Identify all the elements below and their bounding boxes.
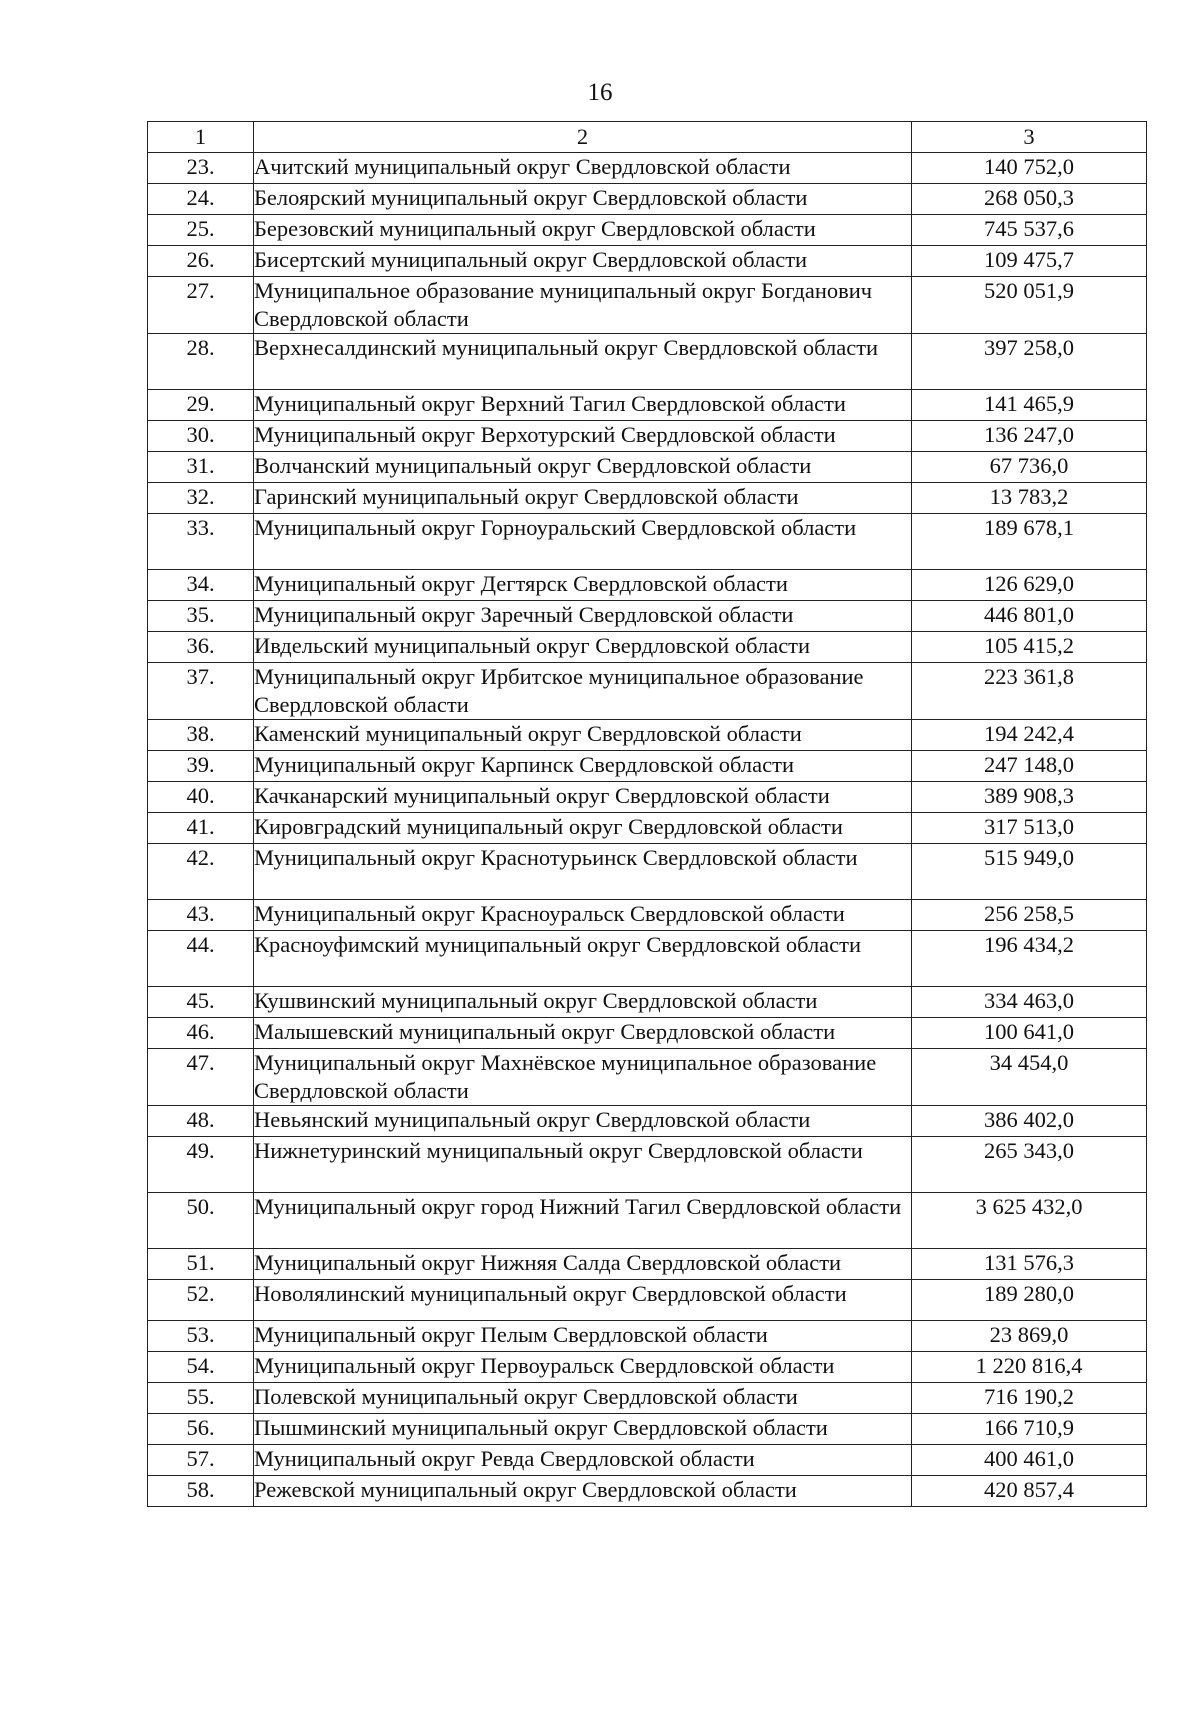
table-row bbox=[148, 452, 1147, 483]
municipality-name: Красноуфимский муниципальный округ Свердловской области bbox=[254, 931, 912, 987]
municipality-name: Муниципальный округ Верхний Тагил Свердловской области bbox=[254, 390, 912, 421]
table-row bbox=[148, 751, 1147, 782]
allocation-value: 189 678,1 bbox=[912, 514, 1147, 570]
table-row bbox=[148, 1193, 1147, 1249]
municipality-name: Муниципальный округ город Нижний Тагил Свердловской области bbox=[254, 1193, 912, 1249]
municipality-name: Березовский муниципальный округ Свердловской области bbox=[254, 215, 912, 246]
row-number: 55. bbox=[148, 1383, 254, 1414]
municipality-name: Белоярский муниципальный округ Свердловской области bbox=[254, 184, 912, 215]
allocation-value: 100 641,0 bbox=[912, 1018, 1147, 1049]
table-row bbox=[148, 813, 1147, 844]
table-row bbox=[148, 390, 1147, 421]
allocation-value: 109 475,7 bbox=[912, 246, 1147, 277]
row-number: 27. bbox=[148, 277, 254, 334]
row-number: 29. bbox=[148, 390, 254, 421]
row-number: 38. bbox=[148, 720, 254, 751]
allocation-value: 520 051,9 bbox=[912, 277, 1147, 334]
municipality-name: Муниципальный округ Дегтярск Свердловской области bbox=[254, 570, 912, 601]
row-number: 39. bbox=[148, 751, 254, 782]
allocation-value: 166 710,9 bbox=[912, 1414, 1147, 1445]
allocation-value: 265 343,0 bbox=[912, 1137, 1147, 1193]
allocation-value: 1 220 816,4 bbox=[912, 1352, 1147, 1383]
allocation-value: 446 801,0 bbox=[912, 601, 1147, 632]
row-number: 56. bbox=[148, 1414, 254, 1445]
municipality-name: Нижнетуринский муниципальный округ Свердловской области bbox=[254, 1137, 912, 1193]
allocation-value: 745 537,6 bbox=[912, 215, 1147, 246]
allocation-value: 194 242,4 bbox=[912, 720, 1147, 751]
allocation-value: 386 402,0 bbox=[912, 1106, 1147, 1137]
row-number: 23. bbox=[148, 153, 254, 184]
row-number: 53. bbox=[148, 1321, 254, 1352]
allocation-value: 389 908,3 bbox=[912, 782, 1147, 813]
row-number: 30. bbox=[148, 421, 254, 452]
allocation-value: 140 752,0 bbox=[912, 153, 1147, 184]
municipality-name: Волчанский муниципальный округ Свердловской области bbox=[254, 452, 912, 483]
allocation-value: 397 258,0 bbox=[912, 334, 1147, 390]
allocation-value: 247 148,0 bbox=[912, 751, 1147, 782]
row-number: 35. bbox=[148, 601, 254, 632]
row-number: 24. bbox=[148, 184, 254, 215]
allocation-table bbox=[147, 121, 1147, 1507]
municipality-name: Муниципальное образование муниципальный округ Богданович Свердловской области bbox=[254, 277, 912, 334]
table-row bbox=[148, 782, 1147, 813]
allocation-value: 515 949,0 bbox=[912, 844, 1147, 900]
table-row bbox=[148, 153, 1147, 184]
municipality-name: Муниципальный округ Ревда Свердловской области bbox=[254, 1445, 912, 1476]
table-row bbox=[148, 277, 1147, 334]
municipality-name: Муниципальный округ Карпинск Свердловской области bbox=[254, 751, 912, 782]
row-number: 32. bbox=[148, 483, 254, 514]
row-number: 52. bbox=[148, 1280, 254, 1321]
municipality-name: Бисертский муниципальный округ Свердловской области bbox=[254, 246, 912, 277]
allocation-value: 3 625 432,0 bbox=[912, 1193, 1147, 1249]
table-row bbox=[148, 900, 1147, 931]
municipality-name: Ачитский муниципальный округ Свердловской области bbox=[254, 153, 912, 184]
table-row bbox=[148, 1383, 1147, 1414]
municipality-name: Муниципальный округ Нижняя Салда Свердловской области bbox=[254, 1249, 912, 1280]
table-row bbox=[148, 246, 1147, 277]
table-row bbox=[148, 720, 1147, 751]
municipality-name: Ивдельский муниципальный округ Свердловской области bbox=[254, 632, 912, 663]
table-row bbox=[148, 1414, 1147, 1445]
row-number: 54. bbox=[148, 1352, 254, 1383]
column-header-name: 2 bbox=[254, 122, 912, 153]
allocation-value: 67 736,0 bbox=[912, 452, 1147, 483]
table-row bbox=[148, 421, 1147, 452]
municipality-name: Муниципальный округ Махнёвское муниципальное образование Свердловской области bbox=[254, 1049, 912, 1106]
allocation-value: 141 465,9 bbox=[912, 390, 1147, 421]
allocation-value: 23 869,0 bbox=[912, 1321, 1147, 1352]
municipality-name: Пышминский муниципальный округ Свердловской области bbox=[254, 1414, 912, 1445]
row-number: 25. bbox=[148, 215, 254, 246]
column-header-number: 1 bbox=[148, 122, 254, 153]
row-number: 28. bbox=[148, 334, 254, 390]
allocation-value: 189 280,0 bbox=[912, 1280, 1147, 1321]
allocation-value: 34 454,0 bbox=[912, 1049, 1147, 1106]
municipality-name: Муниципальный округ Заречный Свердловской области bbox=[254, 601, 912, 632]
row-number: 49. bbox=[148, 1137, 254, 1193]
table-row bbox=[148, 844, 1147, 900]
table-row bbox=[148, 663, 1147, 720]
table-row bbox=[148, 931, 1147, 987]
row-number: 37. bbox=[148, 663, 254, 720]
allocation-value: 317 513,0 bbox=[912, 813, 1147, 844]
row-number: 40. bbox=[148, 782, 254, 813]
municipality-name: Режевской муниципальный округ Свердловской области bbox=[254, 1476, 912, 1507]
table-row bbox=[148, 601, 1147, 632]
table-row bbox=[148, 1280, 1147, 1321]
table-row bbox=[148, 1137, 1147, 1193]
row-number: 31. bbox=[148, 452, 254, 483]
column-header-value: 3 bbox=[912, 122, 1147, 153]
table-row bbox=[148, 1049, 1147, 1106]
allocation-value: 256 258,5 bbox=[912, 900, 1147, 931]
municipality-name: Кушвинский муниципальный округ Свердловской области bbox=[254, 987, 912, 1018]
allocation-value: 105 415,2 bbox=[912, 632, 1147, 663]
row-number: 46. bbox=[148, 1018, 254, 1049]
municipality-name: Каменский муниципальный округ Свердловской области bbox=[254, 720, 912, 751]
table-row bbox=[148, 632, 1147, 663]
municipality-name: Муниципальный округ Красноуральск Свердловской области bbox=[254, 900, 912, 931]
allocation-value: 420 857,4 bbox=[912, 1476, 1147, 1507]
municipality-name: Малышевский муниципальный округ Свердловской области bbox=[254, 1018, 912, 1049]
municipality-name: Полевской муниципальный округ Свердловской области bbox=[254, 1383, 912, 1414]
municipality-name: Муниципальный округ Ирбитское муниципальное образование Свердловской области bbox=[254, 663, 912, 720]
row-number: 51. bbox=[148, 1249, 254, 1280]
table-row bbox=[148, 1445, 1147, 1476]
row-number: 34. bbox=[148, 570, 254, 601]
row-number: 43. bbox=[148, 900, 254, 931]
row-number: 26. bbox=[148, 246, 254, 277]
table-row bbox=[148, 1249, 1147, 1280]
allocation-value: 268 050,3 bbox=[912, 184, 1147, 215]
row-number: 45. bbox=[148, 987, 254, 1018]
table-row bbox=[148, 483, 1147, 514]
allocation-value: 400 461,0 bbox=[912, 1445, 1147, 1476]
row-number: 50. bbox=[148, 1193, 254, 1249]
row-number: 44. bbox=[148, 931, 254, 987]
row-number: 58. bbox=[148, 1476, 254, 1507]
row-number: 36. bbox=[148, 632, 254, 663]
municipality-name: Верхнесалдинский муниципальный округ Свердловской области bbox=[254, 334, 912, 390]
municipality-name: Муниципальный округ Горноуральский Свердловской области bbox=[254, 514, 912, 570]
row-number: 42. bbox=[148, 844, 254, 900]
municipality-name: Гаринский муниципальный округ Свердловской области bbox=[254, 483, 912, 514]
table-row bbox=[148, 334, 1147, 390]
table-row bbox=[148, 1476, 1147, 1507]
table-row bbox=[148, 1018, 1147, 1049]
row-number: 57. bbox=[148, 1445, 254, 1476]
table-row bbox=[148, 215, 1147, 246]
row-number: 48. bbox=[148, 1106, 254, 1137]
allocation-value: 131 576,3 bbox=[912, 1249, 1147, 1280]
allocation-value: 126 629,0 bbox=[912, 570, 1147, 601]
municipality-name: Качканарский муниципальный округ Свердловской области bbox=[254, 782, 912, 813]
allocation-value: 223 361,8 bbox=[912, 663, 1147, 720]
table-row bbox=[148, 570, 1147, 601]
municipality-name: Муниципальный округ Краснотурьинск Свердловской области bbox=[254, 844, 912, 900]
row-number: 47. bbox=[148, 1049, 254, 1106]
allocation-value: 13 783,2 bbox=[912, 483, 1147, 514]
table-row bbox=[148, 514, 1147, 570]
table-header-row bbox=[148, 122, 1147, 153]
allocation-value: 334 463,0 bbox=[912, 987, 1147, 1018]
page-number: 16 bbox=[587, 79, 613, 106]
table-row bbox=[148, 1321, 1147, 1352]
municipality-name: Муниципальный округ Первоуральск Свердловской области bbox=[254, 1352, 912, 1383]
table-row bbox=[148, 1106, 1147, 1137]
table-row bbox=[148, 184, 1147, 215]
table-row bbox=[148, 1352, 1147, 1383]
municipality-name: Кировградский муниципальный округ Свердловской области bbox=[254, 813, 912, 844]
allocation-value: 716 190,2 bbox=[912, 1383, 1147, 1414]
table-row bbox=[148, 987, 1147, 1018]
municipality-name: Невьянский муниципальный округ Свердловской области bbox=[254, 1106, 912, 1137]
municipality-name: Муниципальный округ Пелым Свердловской области bbox=[254, 1321, 912, 1352]
allocation-value: 136 247,0 bbox=[912, 421, 1147, 452]
allocation-value: 196 434,2 bbox=[912, 931, 1147, 987]
municipality-name: Новолялинский муниципальный округ Свердловской области bbox=[254, 1280, 912, 1321]
row-number: 33. bbox=[148, 514, 254, 570]
municipality-name: Муниципальный округ Верхотурский Свердловской области bbox=[254, 421, 912, 452]
row-number: 41. bbox=[148, 813, 254, 844]
